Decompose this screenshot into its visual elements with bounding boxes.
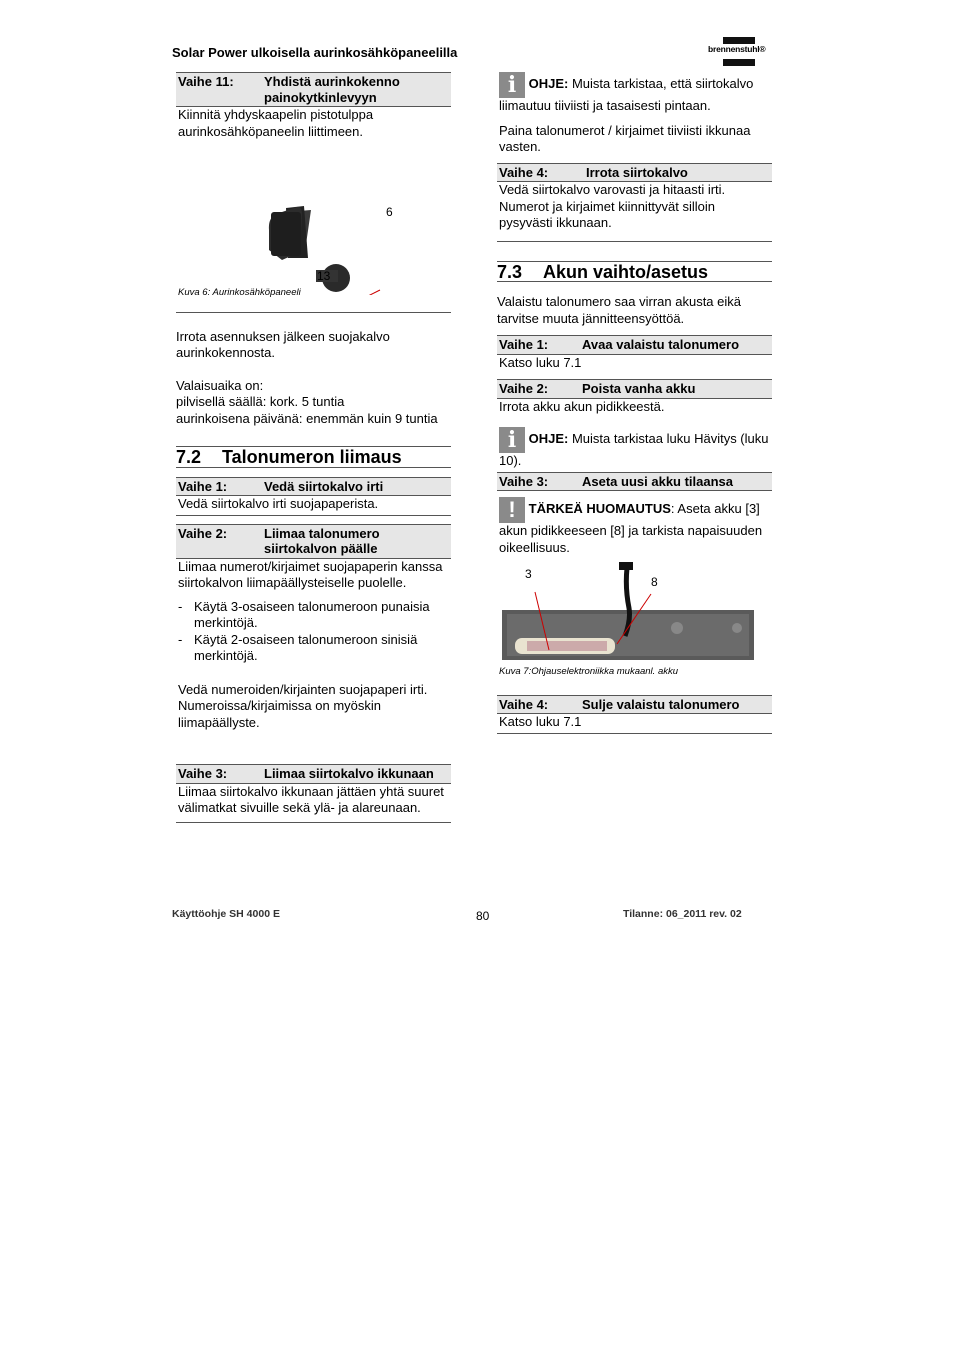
- list-item: - Käytä 2-osaiseen talonumeroon sinisiä merkintöjä.: [178, 631, 418, 663]
- left-column: [176, 72, 451, 823]
- paragraph: Paina talonumerot / kirjaimet tiiviisti ikkunaa vasten.: [499, 122, 751, 154]
- paragraph: Valaisuaika on:: [176, 377, 264, 393]
- warning-note: ! TÄRKEÄ HUOMAUTUS: Aseta akku [3] akun pidikkeeseen [8] ja tarkista napaisuuden oikeellisuus.: [499, 497, 763, 555]
- step-text: Katso luku 7.1: [499, 354, 582, 370]
- figure-solar-panel: [176, 140, 451, 295]
- step-text: Vedä siirtokalvo varovasti ja hitaasti irti. Numerot ja kirjaimet kiinnittyvät silloin pysyvästi ikkunaan.: [499, 182, 726, 230]
- step-text: Liimaa numerot/kirjaimet suojapaperin kanssa siirtokalvon liimapäällysteiselle puolelle.: [178, 558, 443, 590]
- info-icon: i: [499, 72, 525, 98]
- step-text: Liimaa siirtokalvo ikkunaan jättäen yhtä suuret välimatkat sivuille sekä ylä- ja alareunaan.: [178, 783, 444, 815]
- paragraph: Valaistu talonumero saa virran akusta eikä tarvitse muuta jännitteensyöttöä.: [497, 294, 741, 326]
- step-header: Vaihe 4: Irrota siirtokalvo: [497, 163, 772, 183]
- right-column: [497, 72, 772, 734]
- warning-icon: !: [499, 497, 525, 523]
- paragraph: aurinkoisena päivänä: enemmän kuin 9 tuntia: [176, 410, 438, 426]
- paragraph: pilvisellä säällä: kork. 5 tuntia: [176, 394, 345, 409]
- info-note: i OHJE: Muista tarkistaa, että siirtokalvo liimautuu tiiviisti ja tasaisesti pintaan.: [499, 72, 754, 113]
- callout-label: 6: [386, 205, 393, 219]
- figure-control-electronics: [497, 558, 772, 664]
- step-header: Vaihe 3: Liimaa siirtokalvo ikkunaan: [176, 764, 451, 784]
- battery-board-image: [497, 558, 772, 664]
- footer-right: Tilanne: 06_2011 rev. 02: [623, 908, 742, 920]
- step-text: Irrota akku akun pidikkeestä.: [499, 398, 665, 414]
- section-heading: 7.2 Talonumeron liimaus: [176, 446, 451, 468]
- step-text: Kiinnitä yhdyskaapelin pistotulppa aurinkosähköpaneelin liittimeen.: [178, 107, 374, 139]
- page-number: 80: [476, 909, 490, 923]
- step-header: Vaihe 3: Aseta uusi akku tilaansa: [497, 472, 772, 492]
- callout-label: 13: [317, 269, 331, 283]
- paragraph: Irrota asennuksen jälkeen suojakalvo aurinkokennosta.: [176, 328, 390, 360]
- document-header-title: Solar Power ulkoisella aurinkosähköpaneelilla: [172, 45, 458, 60]
- solar-panel-image: [176, 140, 451, 295]
- info-note: i OHJE: Muista tarkistaa luku Hävitys (luku 10).: [499, 427, 769, 468]
- callout-label: 8: [651, 575, 658, 589]
- step-header: Vaihe 4: Sulje valaistu talonumero: [497, 695, 772, 715]
- callout-label: 3: [525, 567, 532, 581]
- section-heading: 7.3 Akun vaihto/asetus: [497, 261, 772, 283]
- brand-logo: brennenstuhl®: [708, 37, 772, 67]
- step-header: Vaihe 1: Vedä siirtokalvo irti: [176, 477, 451, 497]
- figure-caption: Kuva 7:Ohjauselektroniikka mukaanl. akku: [499, 666, 679, 677]
- step-text: Katso luku 7.1: [499, 714, 582, 729]
- list-item: - Käytä 3-osaiseen talonumeroon punaisia merkintöjä.: [178, 598, 430, 630]
- figure-caption: Kuva 6: Aurinkosähköpaneeli: [178, 287, 301, 298]
- paragraph: Vedä numeroiden/kirjainten suojapaperi irti. Numeroissa/kirjaimissa on myöskin liimapäällyste.: [178, 681, 428, 730]
- step-header: Vaihe 1: Avaa valaistu talonumero: [497, 335, 772, 355]
- footer-left: Käyttöohje SH 4000 E: [172, 908, 280, 920]
- step-header: Vaihe 11: Yhdistä aurinkokenno painokytkinlevyyn: [176, 72, 451, 107]
- info-icon: i: [499, 427, 525, 453]
- step-header: Vaihe 2: Liimaa talonumero siirtokalvon päälle: [176, 524, 451, 559]
- step-header: Vaihe 2: Poista vanha akku: [497, 379, 772, 399]
- step-text: Vedä siirtokalvo irti suojapaperista.: [178, 496, 379, 511]
